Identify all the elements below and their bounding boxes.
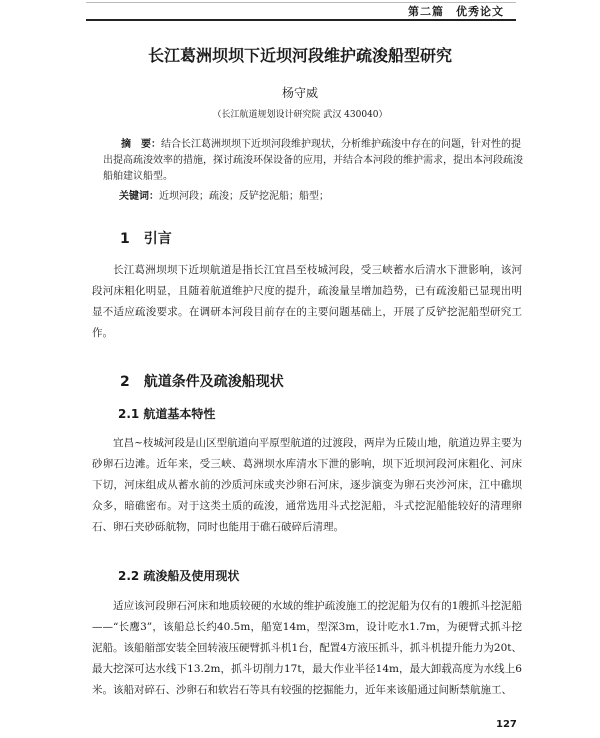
running-header [0,0,600,22]
page-number: 127 [496,719,517,730]
section-1-paragraph: 长江葛洲坝坝下近坝航道是指长江宜昌至枝城河段，受三峡蓄水后清水下泄影响，该河段河床粗化明显，且随着航道维护尺度的提升，疏浚量呈增加趋势，已有疏浚船已显现出明显不适应疏浚要求。在调研本河段目前存在的主要问题基础上，开展了反铲挖泥船型研究工作。 [92,264,522,339]
section-2-1-heading: 2.1 航道基本特性 [118,407,216,421]
section-1-heading: 1 引言 [120,231,172,247]
section-2-1-paragraph: 宜昌~枝城河段是山区型航道向平原型航道的过渡段，两岸为丘陵山地，航道边界主要为砂卵石边滩。近年来，受三峡、葛洲坝水库清水下泄的影响，坝下近坝河段河床粗化、河床下切，河床组成从蓄水前的沙质河床或夹沙卵石河床，逐步演变为卵石夹沙河床，江中礁坝众多，暗礁密布。对于这类土质的疏浚，通常选用斗式挖泥船，斗式挖泥船能较好的清理卵石、卵石夹砂砾航物，同时也能用于礁石破碎后清理。 [92,437,522,533]
abstract-text: 结合长江葛洲坝坝下近坝河段维护现状，分析维护疏浚中存在的问题，针对性的提出提高疏浚效率的措施，探讨疏浚环保设备的应用，并结合本河段的维护需求，提出本河段疏浚船舶建议船型。 [103,139,523,182]
section-2-2-heading: 2.2 疏浚船及使用现状 [118,569,240,583]
abstract-label: 摘 要： [121,139,161,150]
abstract [103,137,523,185]
author-affiliation: （长江航道规划设计研究院 武汉 430040） [212,110,388,120]
header-rule [86,19,516,21]
keywords-label: 关键词： [119,191,159,202]
section-2-2-paragraph: 适应该河段卵石河床和地质较硬的水域的维护疏浚施工的挖泥船为仅有的1艘抓斗挖泥船——“长鹰3”，该船总长约40.5m，船宽14m，型深3m，设计吃水1.7m，为硬臂式抓斗挖泥船。该船艏部安装全回转液压硬臂抓斗机1台，配置4方液压抓斗，抓斗机提升能力为20t、最大挖深可达水线下13.2m，抓斗切削力17t，最大作业半径14m，最大卸载高度为水线上6米。该船对碎石、沙卵石和软岩石等具有较强的挖掘能力，近年来该船通过间断禁航施工、 [92,600,522,696]
keywords-text: 近坝河段；疏浚；反铲挖泥船；船型； [159,191,329,202]
paper-title: 长江葛洲坝坝下近坝河段维护疏浚船型研究 [147,46,452,65]
section-2-heading: 2 航道条件及疏浚船现状 [120,374,284,390]
keywords [119,187,519,202]
author-name: 杨守威 [281,86,318,100]
header-section-label: 第二篇 优秀论文 [408,5,504,18]
